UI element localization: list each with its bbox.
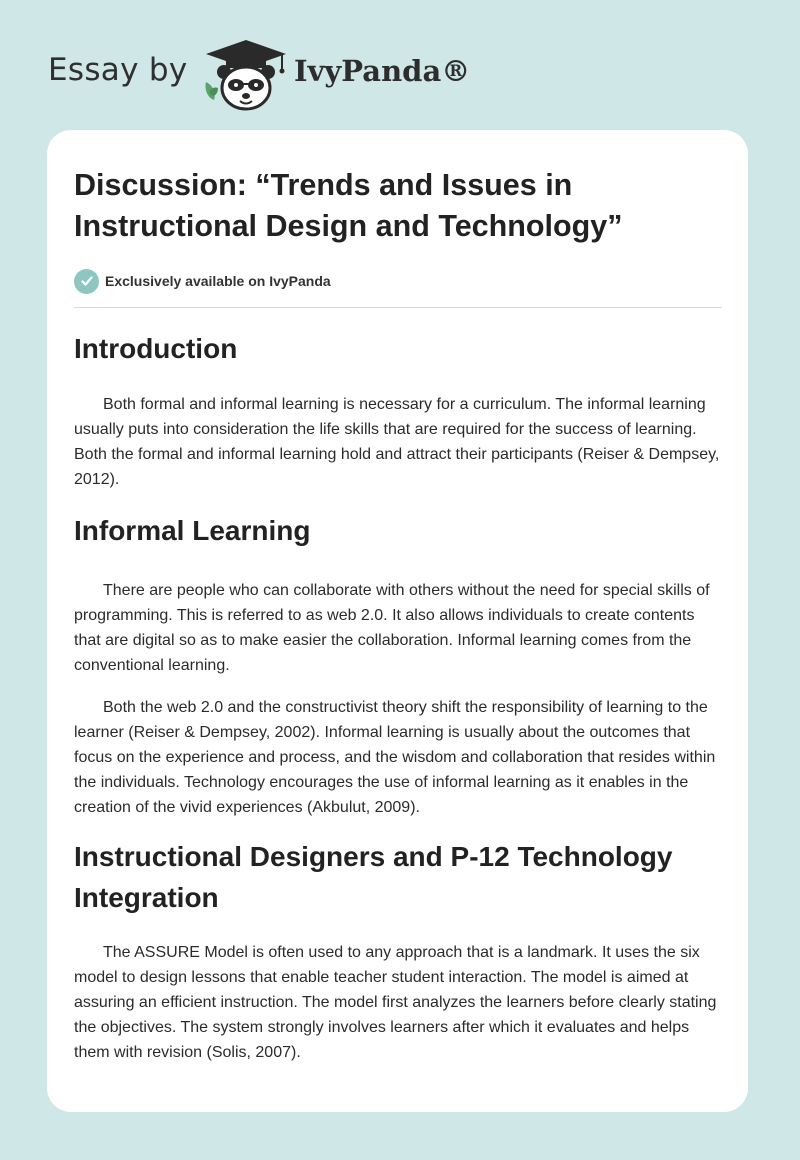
paragraph-instructional-designers: The ASSURE Model is often used to any approach that is a landmark. It uses the six model to design lessons that enable teacher student interaction. The model is aimed at assuring an efficient instruction. The model first analyzes the learners before clearly stating the objectives. The system strongly involves learners after which it evaluates and helps them with revision (Solis, 2007).	[74, 944, 717, 1061]
paragraph-introduction: Both formal and informal learning is necessary for a curriculum. The informal learning usually puts into consideration the life skills that are required for the success of learning. Both the formal and informal learning hold and attract their participants (Reiser & Dempsey, 2012).	[74, 396, 720, 488]
paragraph-informal-learning-1: There are people who can collaborate with others without the need for special skills of programming. This is referred to as web 2.0. It also allows individuals to create contents that are digital so as to make easier the collaboration. Informal learning comes from the conventional learning.	[74, 582, 710, 674]
exclusive-label: Exclusively available on IvyPanda	[105, 273, 331, 289]
essay-card	[47, 130, 748, 1112]
essay-title: Discussion: “Trends and Issues in Instructional Design and Technology”	[74, 168, 623, 243]
divider	[74, 307, 722, 308]
check-icon	[74, 269, 99, 294]
section-heading-informal-learning: Informal Learning	[74, 515, 311, 546]
paragraph-informal-learning-2: Both the web 2.0 and the constructivist theory shift the responsibility of learning to the learner (Reiser & Dempsey, 2002). Informal learning is usually about the outcomes that focus on the experience and process, and the wisdom and collaboration that resides within the individuals. Technology encourages the use of informal learning as it enables in the creation of the vivid experiences (Akbulut, 2009).	[74, 699, 716, 816]
panda-logo-icon	[202, 38, 290, 112]
exclusive-badge	[74, 268, 722, 294]
section-heading-introduction: Introduction	[74, 333, 238, 364]
section-heading-instructional-designers: Instructional Designers and P-12 Technology Integration	[74, 841, 673, 913]
brand-prefix: Essay by	[48, 52, 188, 88]
brand-header	[48, 32, 488, 112]
brand-name: IvyPanda®	[294, 54, 471, 88]
